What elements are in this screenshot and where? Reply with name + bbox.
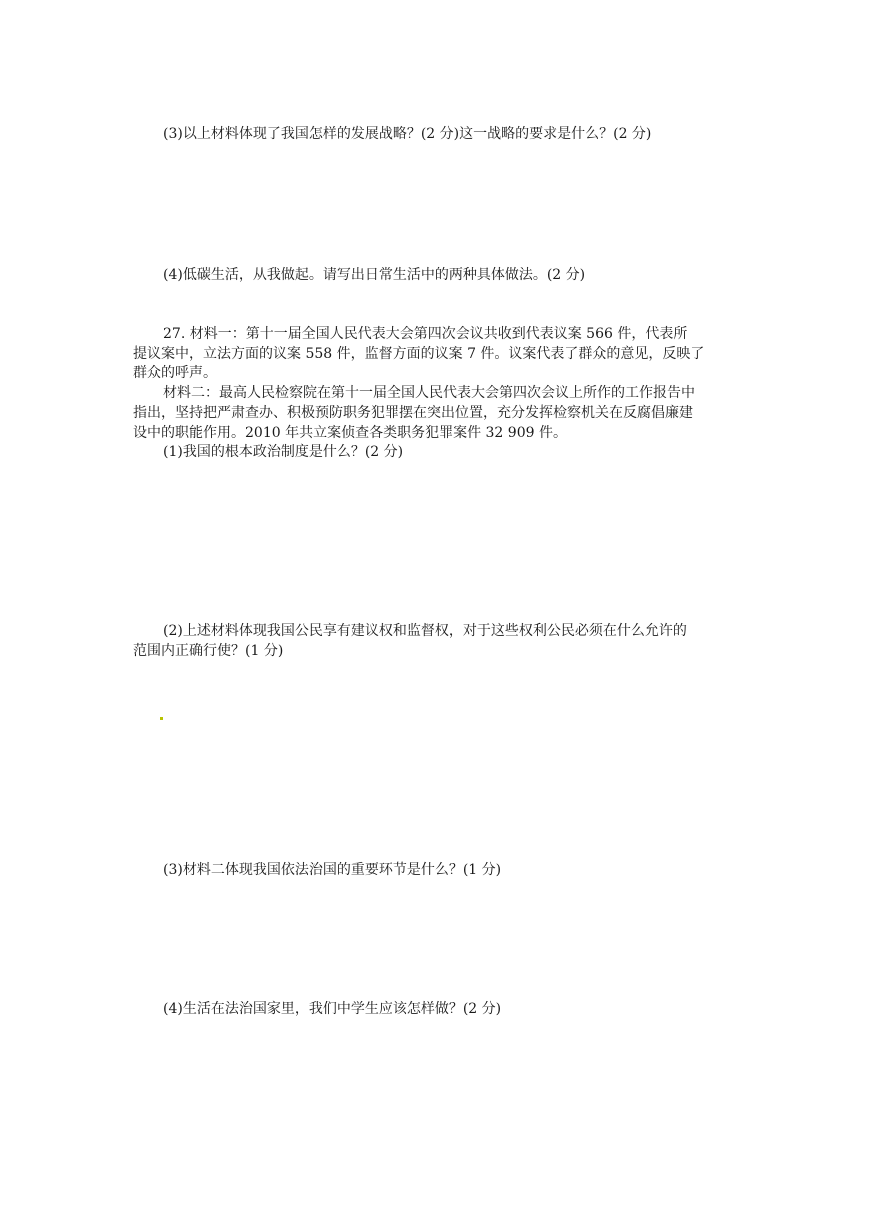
q27-part3-question: (3)材料二体现我国依法治国的重要环节是什么？(1 分) [163, 862, 502, 878]
stray-dot-mark [160, 717, 163, 720]
q27-material2-line2: 指出，坚持把严肃查办、积极预防职务犯罪摆在突出位置，充分发挥检察机关在反腐倡廉建 [133, 405, 693, 421]
q27-part1-question: (1)我国的根本政治制度是什么？(2 分) [163, 444, 404, 460]
q26-part4-question: (4)低碳生活，从我做起。请写出日常生活中的两种具体做法。(2 分) [163, 267, 586, 283]
q26-part3-question: (3)以上材料体现了我国怎样的发展战略？(2 分)这一战略的要求是什么？(2 分) [163, 126, 652, 142]
q27-material2-line3: 设中的职能作用。2010 年共立案侦查各类职务犯罪案件 32 909 件。 [133, 425, 567, 441]
q27-material1-line1: 27. 材料一：第十一届全国人民代表大会第四次会议共收到代表议案 566 件，代表所 [163, 326, 688, 342]
q27-part2-line2: 范围内正确行使？(1 分) [133, 643, 284, 659]
q27-part2-line1: (2)上述材料体现我国公民享有建议权和监督权，对于这些权利公民必须在什么允许的 [163, 623, 687, 639]
q27-material1-line3: 群众的呼声。 [133, 365, 217, 381]
q27-part4-question: (4)生活在法治国家里，我们中学生应该怎样做？(2 分) [163, 1001, 502, 1017]
q27-material1-line2: 提议案中，立法方面的议案 558 件，监督方面的议案 7 件。议案代表了群众的意见，反映了 [133, 346, 705, 362]
q27-material2-line1: 材料二：最高人民检察院在第十一届全国人民代表大会第四次会议上所作的工作报告中 [163, 385, 695, 401]
